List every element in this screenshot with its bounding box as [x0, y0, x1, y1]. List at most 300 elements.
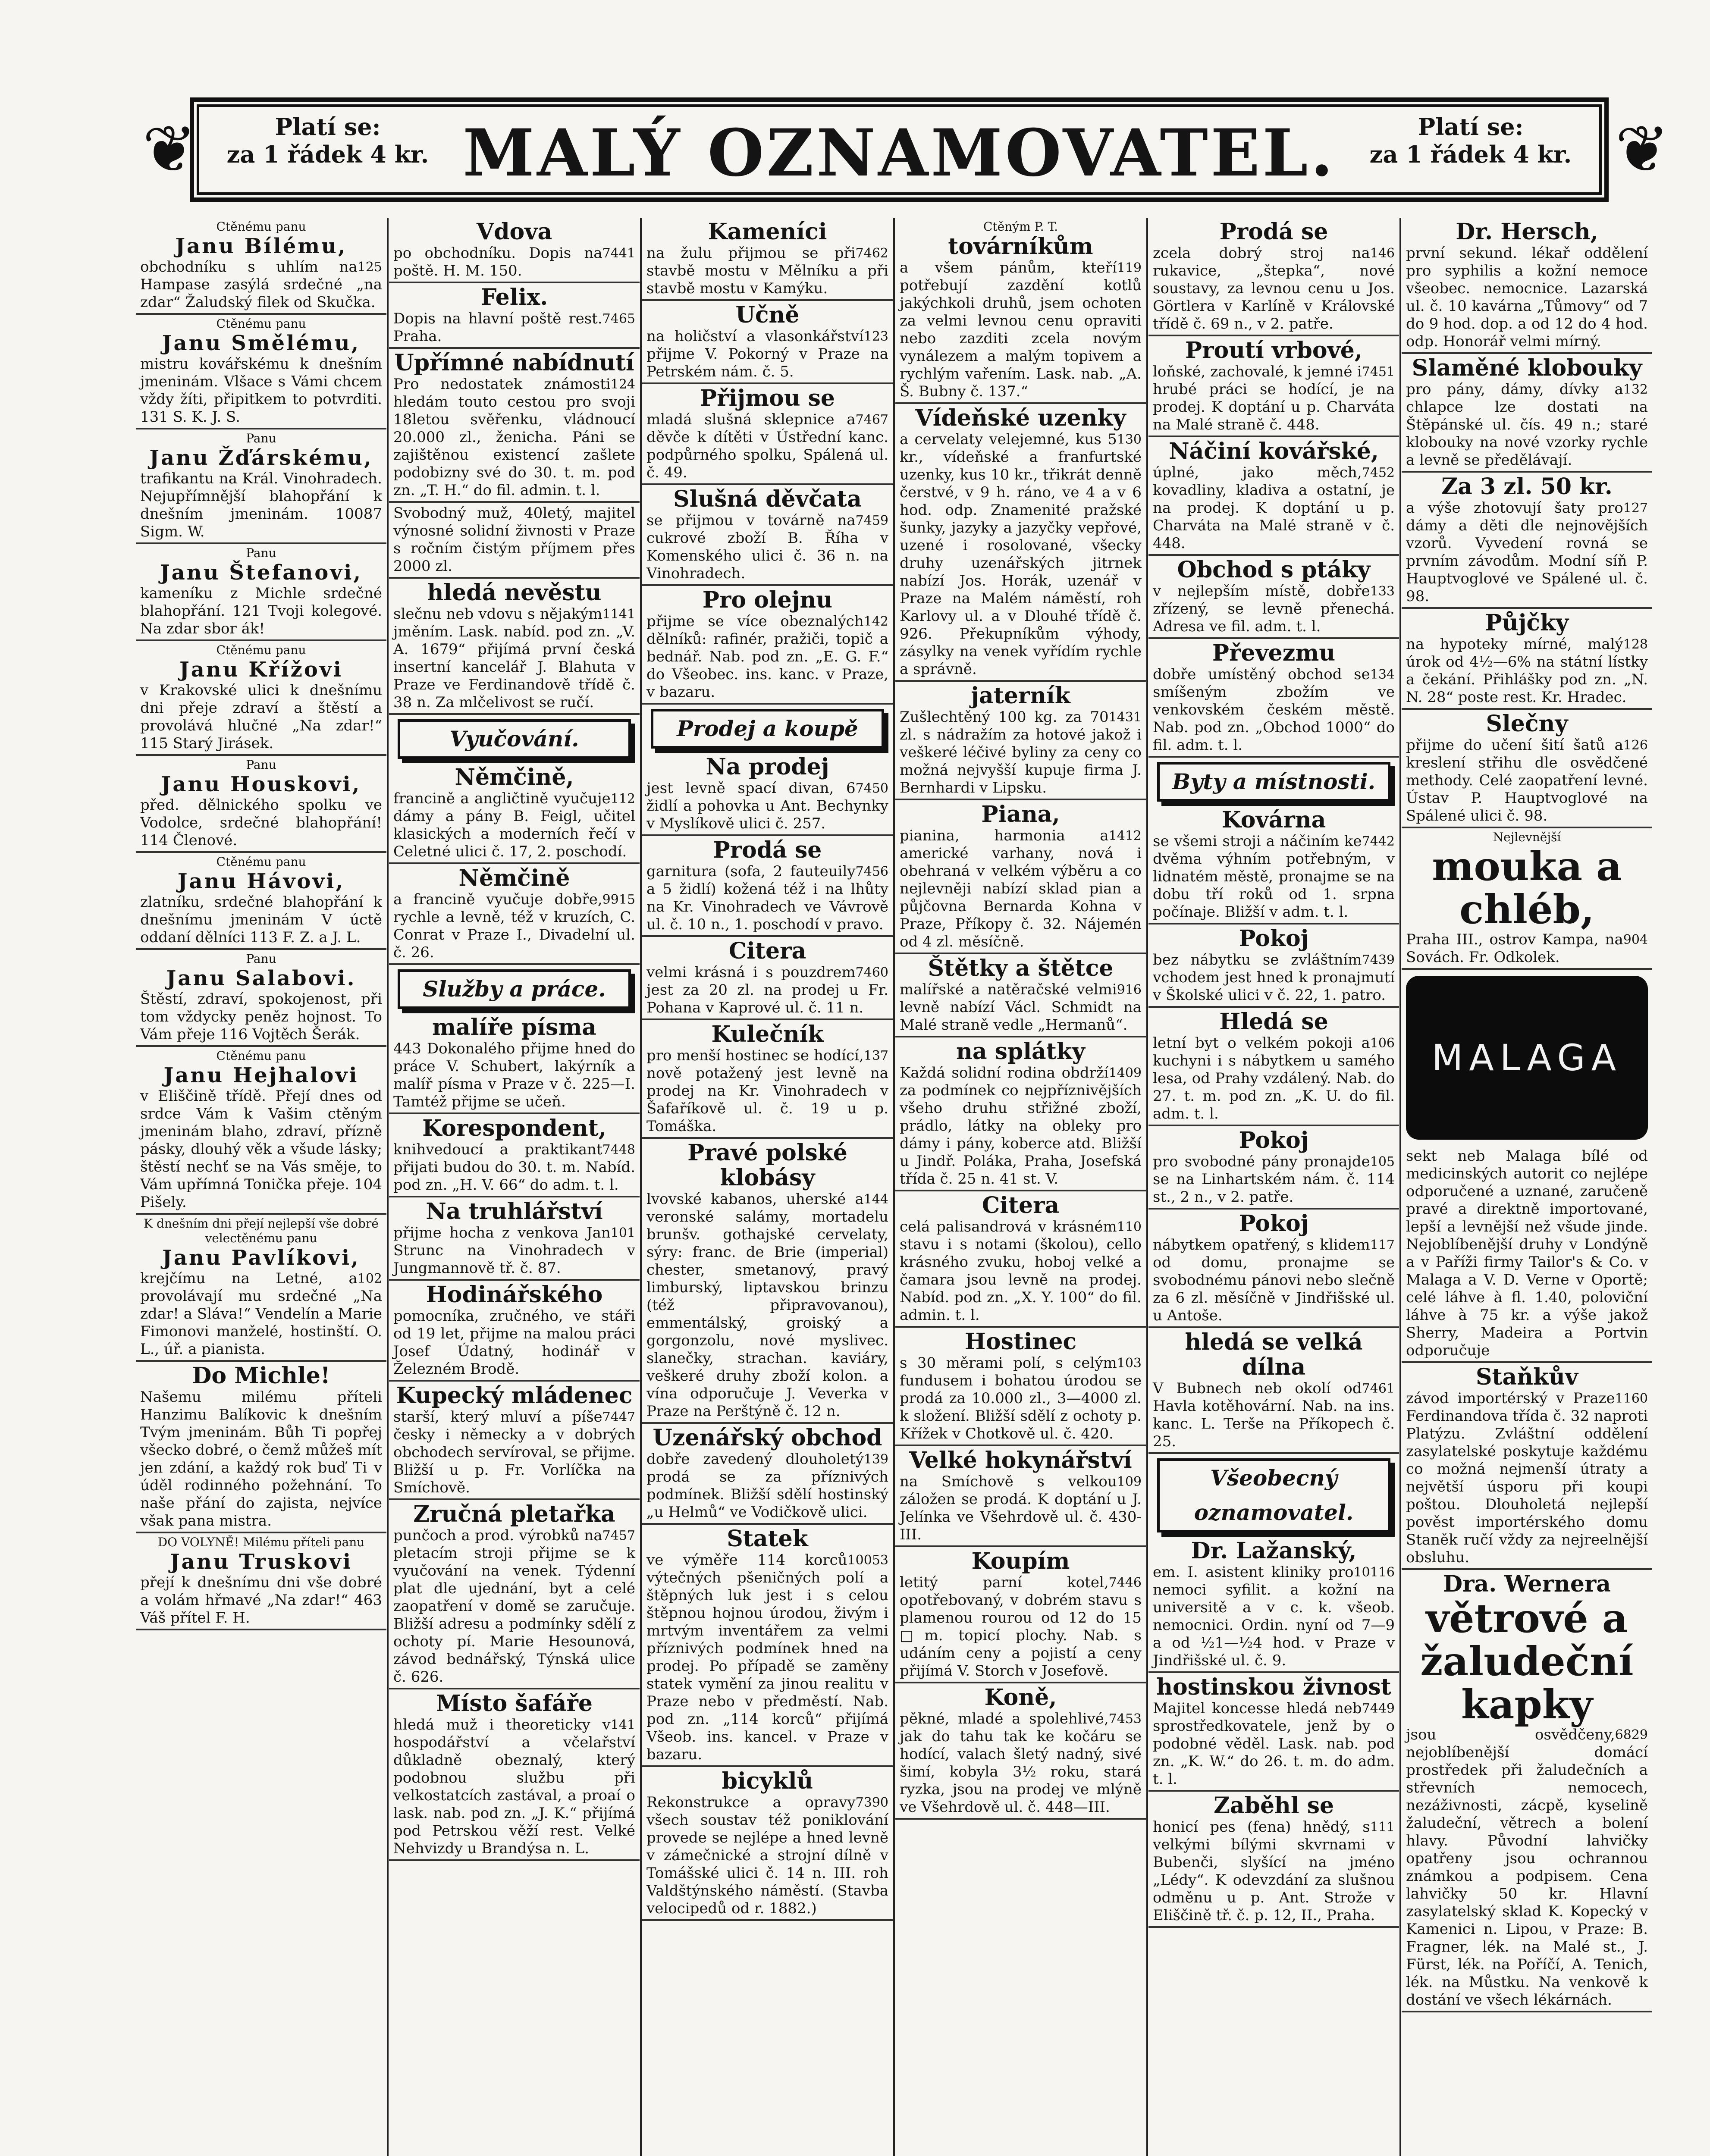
- ad-text: francině a angličtině vyučuje dámy a pány B. Feigl, učitel klasických a moderních řečí v Celetné ulici č. 17, 2. poschodí.: [393, 790, 635, 860]
- ad-item: [895, 404, 1146, 682]
- ad-number: 105: [1370, 1154, 1395, 1169]
- ad-text: a cervelaty velejemné, kus 5 kr., vídeňské a franfurtské uzenky, kus 10 kr., třikrát denně čerstvé, v 9 h. ráno, ve 4 a v 6 hod. odp. Znamenité pražské šunky, jazyky a jazyčky vepřové, uzené i rosolované, všecky druhy uzenářských jitrnek nabízí Jos. Horák, uzenář v Praze na Malém náměstí, roh Karlovy ul. a v Dlouhé třídě č. 926. Překupníkům výhody, zásylky na venek vyřídím rychle a správně.: [900, 431, 1142, 678]
- ad-heading: Pro olejnu: [702, 587, 833, 613]
- ad-number: 137: [863, 1048, 888, 1063]
- column-rule: [1399, 218, 1401, 2156]
- ad-heading: Vdova: [476, 219, 552, 245]
- ad-text: před. dělnického spolku ve Vodolce, srdečné blahopřání! 114 Členové.: [140, 796, 382, 849]
- ad-number: 7447: [602, 1410, 635, 1425]
- ad-text: Rekonstrukce a opravy všech soustav též poniklování provede se nejlépe a hned levně v zámečnické a strojní dílně v Tomášské ulici č. 14 n. III. roh Valdštýnského náměstí. (Stavba velocipedů od r. 1882.): [646, 1794, 888, 1917]
- ad-number: 103: [1117, 1356, 1142, 1371]
- ad-number: 7450: [855, 781, 888, 796]
- ad-text: trafikantu na Král. Vinohradech. Nejupřímnější blahopřání k dnešním jmeninám. 10087 Sigm. W.: [140, 470, 382, 540]
- ad-item: [389, 503, 640, 579]
- ad-heading: Na prodej: [706, 754, 829, 780]
- ad-number: 904: [1623, 932, 1648, 947]
- ad-name: Janu Pavlíkovi,: [162, 1246, 360, 1270]
- ad-text: 443 Dokonalého přijme hned do práce V. Schubert, lakýrník a malíř písma v Praze v č. 225—I. Tamtéž přijme se učeň.: [393, 1040, 635, 1110]
- ad-heading: Štětky a štětce: [928, 955, 1114, 981]
- ad-item: [642, 384, 893, 485]
- ad-number: 7453: [1108, 1711, 1142, 1727]
- price-left-line2: za 1 řádek 4 kr.: [226, 141, 429, 168]
- ad-addressee: Ctěnému panu: [216, 1049, 306, 1063]
- ad-item: [1148, 336, 1399, 437]
- ad-addressee: Panu: [246, 758, 276, 772]
- ad-heading: Pravé polské klobásy: [687, 1140, 847, 1191]
- ad-number: 7446: [1108, 1575, 1142, 1590]
- ad-heading: na splátky: [956, 1038, 1085, 1065]
- ad-name: Janu Štefanovi,: [160, 561, 363, 585]
- ad-name: Janu Truskovi: [169, 1550, 353, 1574]
- ad-heading: Hledá se: [1219, 1009, 1328, 1035]
- ad-item: [895, 1191, 1146, 1328]
- ad-item: [1402, 710, 1652, 828]
- ad-item: [895, 218, 1146, 404]
- ad-name: Janu Smělému,: [162, 331, 361, 355]
- ad-number: 130: [1117, 432, 1142, 447]
- price-right-line2: za 1 řádek 4 kr.: [1369, 141, 1572, 168]
- ad-heading: Náčiní kovářské,: [1169, 438, 1379, 464]
- ad-text: pro menší hostinec se hodící, nově potažený jest levně na prodej na Kr. Vinohradech v Šafaříkově ul. č. 19 u p. Tomáška.: [646, 1047, 888, 1135]
- ad-number: 125: [357, 260, 382, 275]
- ad-text: dobře zavedený dlouholetý prodá se za příznivých podmínek. Bližší sdělí hostinský „u Helmů“ ve Vodičkově ulici.: [646, 1451, 888, 1521]
- column-rule: [893, 218, 895, 2156]
- ad-text: na holičství a vlasonkářství přijme V. Pokorný v Praze na Petrském nám. č. 5.: [646, 328, 888, 380]
- ad-number: 146: [1370, 246, 1395, 261]
- ad-item: [1148, 1792, 1399, 1928]
- ad-item: [642, 301, 893, 384]
- ad-heading: Proutí vrbové,: [1185, 337, 1362, 364]
- ad-number: 142: [863, 614, 888, 629]
- ad-addressee: DO VOLYNĚ! Milému příteli panu: [157, 1535, 365, 1549]
- ad-item: [1148, 1537, 1399, 1673]
- ad-text: garnitura (sofa, 2 fauteuily a 5 židlí) kožená též i na lhůty na Kr. Vinohradech ve Vávrově ul. č. 10 n., 1. poschodí v pravo.: [646, 863, 888, 933]
- ad-number: 123: [863, 329, 888, 344]
- ad-heading: Pokoj: [1239, 1210, 1309, 1237]
- ad-text: krejčímu na Letné, a provolávají mu srdečné „Na zdar! a Sláva!“ Vendelín a Marie Fimonovi manželé, hostinští. O. L., úř. a pianista.: [140, 1270, 382, 1358]
- ad-heading: jaterník: [971, 683, 1070, 709]
- ad-text: mistru kovářskému k dnešním jmeninám. Vlšace s Vámi chcem vždy žíti, připitkem to potvrditi. 131 S. K. J. S.: [140, 355, 382, 426]
- ad-addressee: Ctěným P. T.: [983, 219, 1058, 234]
- ad-text: Každá solidní rodina obdrží za podmínek co nejpříznivějších všeho druhu střižné zboží, prádlo, látky na obleky pro dámy i pány, koberce atd. Bližší u Jindř. Poláka, Praha, Josefská třída č. 25 n. 41 st. V.: [900, 1064, 1142, 1188]
- ad-text: hledá muž i theoreticky v hospodářství a včelařství důkladně obeznalý, který podobnou službu při velkostatcích zastával, a proaí o lask. nab. pod zn. „J. K.“ přijímá pod Petrskou věží rest. Velké Nehvizdy u Brandýsa n. L.: [393, 1716, 635, 1857]
- ad-item: [642, 1020, 893, 1139]
- ad-number: 6829: [1615, 1727, 1648, 1742]
- column-4: [895, 218, 1146, 2156]
- ad-item: [1148, 218, 1399, 336]
- ad-text: letní byt o velkém pokoji a kuchyni i s nábytkem u samého lesa, od Prahy vzdálený. Nab. do 27. t. m. pod zn. „K. U. do fil. adm. t. l.: [1153, 1034, 1395, 1122]
- ad-text: Našemu milému příteli Hanzimu Balíkovic k dnešním Tvým jmeninám. Bůh Ti popřej všecko dobré, o čemž můžeš mít jen zdání, a každý rok buď Ti v úděl rodinného požehnání. To naše přání do zajista, nejvíce však pana mistra.: [140, 1388, 382, 1529]
- ad-item: [642, 836, 893, 937]
- malaga-emblem: MALAGA: [1406, 976, 1648, 1140]
- ad-text: Svobodný muž, 40letý, majitel výnosné solidní živnosti v Praze s ročním čistým příjmem přes 2000 zl.: [393, 505, 635, 575]
- ad-heading: Staňkův: [1475, 1364, 1578, 1390]
- ad-heading: malíře písma: [432, 1014, 596, 1040]
- ad-item: [895, 1037, 1146, 1191]
- ad-number: 10116: [1353, 1565, 1395, 1580]
- ad-number: 102: [357, 1271, 382, 1286]
- ad-text: knihvedoucí a praktikant přijati budou do 30. t. m. Nabíd. pod zn. „H. V. 66“ do adm. t. l.: [393, 1141, 635, 1194]
- ad-item: [895, 1683, 1146, 1820]
- ad-number: 7456: [855, 864, 888, 879]
- ad-heading: hostinskou živnost: [1156, 1674, 1391, 1700]
- section-heading: Služby a práce.: [398, 969, 631, 1009]
- ad-text: ve výměře 114 korců výtečných pšeničných polí a štěpných luk jest i s celou štěpnou hojnou úrodou, živým i mrtvým inventářem za velmi příznivých podmínek hned na prodej. Po případě se zaměny statek vymění za jinou realitu v Praze nebo v předměstí. Nab. pod zn. „114 korců“ přijímá Všeob. ins. kancel. v Praze v bazaru.: [646, 1551, 888, 1763]
- ad-number: 119: [1117, 260, 1142, 276]
- ad-heading: Citera: [982, 1192, 1060, 1219]
- ad-heading: hledá se velká dílna: [1185, 1329, 1363, 1380]
- ad-item: [1402, 473, 1652, 609]
- ad-display-heading: mouka a chléb,: [1432, 843, 1622, 933]
- ad-heading: Prodá se: [713, 837, 822, 863]
- ad-item: [389, 763, 640, 864]
- ad-heading: Přijmou se: [700, 385, 835, 411]
- ad-heading: Upřímné nabídnutí: [394, 350, 634, 376]
- ad-number: 916: [1117, 982, 1142, 997]
- ad-addressee: Panu: [246, 546, 276, 560]
- ad-number: 1431: [1108, 710, 1142, 725]
- ad-item: [1148, 556, 1399, 639]
- ad-number: 109: [1117, 1474, 1142, 1489]
- column-3: [642, 218, 893, 2156]
- ad-number: 128: [1623, 637, 1648, 652]
- ad-item: [136, 950, 386, 1047]
- ornament-left-icon: ❦: [142, 112, 197, 187]
- ad-item: [389, 1013, 640, 1114]
- ad-heading: Pokoj: [1239, 925, 1309, 952]
- ad-item: [136, 853, 386, 950]
- ad-heading: Za 3 zl. 50 kr.: [1441, 473, 1613, 500]
- ad-item: [136, 1533, 386, 1630]
- ad-item: [136, 315, 386, 429]
- ad-item: [1148, 1210, 1399, 1328]
- ad-number: 144: [863, 1192, 888, 1207]
- ad-name: Janu Bílému,: [175, 234, 347, 258]
- ad-heading: Velké hokynářství: [909, 1447, 1132, 1473]
- ad-text: malířské a natěračské velmi levně nabízí Václ. Schmidt na Malé straně vedle „Hermanů“.: [900, 981, 1142, 1034]
- ad-text: první sekund. lékař oddělení pro syphilis a kožní nemoce všeobec. nemocnice. Lazarská ul. č. 10 kavárna „Tůmovy“ od 7 do 9 hod. dop. a od 12 do 4 hod. odp. Honorář velmi mírný.: [1406, 244, 1648, 350]
- ad-item: [389, 1197, 640, 1281]
- ad-text: úplné, jako měch, kovadliny, kladiva a ostatní, je na prodej. K doptání u p. Charváta na Malé straně v č. 448.: [1153, 464, 1395, 552]
- ad-text: na žulu přijmou se při stavbě mostu v Mělníku a při stavbě mostu v Kamýku.: [646, 244, 888, 297]
- ad-item: [1402, 1570, 1652, 2012]
- ad-item: [642, 485, 893, 586]
- ad-text: bez nábytku se zvláštním vchodem jest hned k pronajmutí v Školské ulici v č. 22, 1. patro.: [1153, 951, 1395, 1004]
- ad-heading: Uzenářský obchod: [653, 1425, 882, 1451]
- ad-item: [1402, 1363, 1652, 1570]
- ad-heading: Kameníci: [708, 219, 827, 245]
- ad-number: 7442: [1362, 834, 1395, 849]
- ad-heading: Na truhlářství: [426, 1198, 603, 1225]
- ad-item: [136, 641, 386, 756]
- ad-addressee: Nejlevnější: [1493, 830, 1561, 844]
- ad-text: pomocníka, zručného, ve stáři od 19 let, přijme na malou práci Josef Údatný, hodinář v Železném Brodě.: [393, 1307, 635, 1378]
- ad-heading: továrníkům: [948, 233, 1093, 260]
- ad-heading: Němčině,: [455, 764, 574, 790]
- ad-item: [136, 1215, 386, 1362]
- section-heading: Byty a místnosti.: [1157, 762, 1390, 802]
- ad-text: na Smíchově s velkou záložen se prodá. K doptání u J. Jelínka ve Všehrdově ul. č. 430-III.: [900, 1473, 1142, 1543]
- price-left: [207, 113, 449, 168]
- ad-number: 7462: [855, 246, 888, 261]
- ad-text: pro svobodné pány pronajde se na Linhartském nám. č. 114 st., 2 n., v 2. patře.: [1153, 1153, 1395, 1206]
- ad-heading: Dr. Lažanský,: [1191, 1538, 1357, 1564]
- ad-heading: Zručná pletařka: [413, 1501, 615, 1527]
- ad-item: [1402, 1146, 1652, 1363]
- ad-name: Janu Salabovi.: [166, 966, 356, 990]
- ad-heading: Kovárna: [1221, 807, 1326, 833]
- ornament-right-icon: ❦: [1615, 112, 1669, 187]
- ad-text: nábytkem opatřený, s klidem od domu, pronajme se svobodnému pánovi nebo slečně za 6 zl. měsíčně v Jindřišské ul. u Antoše.: [1153, 1236, 1395, 1324]
- ad-text: Štěstí, zdraví, spokojenost, při tom vždycky peněz hojnost. To Vám přeje 116 Vojtěch Šerák.: [140, 990, 382, 1043]
- ad-text: přejí k dnešnímu dni vše dobré a volám hřmavé „Na zdar!“ 463 Váš přítel F. H.: [140, 1574, 382, 1626]
- ad-number: 1412: [1108, 828, 1142, 843]
- ad-heading: Slečny: [1486, 711, 1568, 737]
- ad-text: starší, který mluví a píše česky i německy a v dobrých obchodech servíroval, se přijme. Bližší u p. Fr. Vorlíčka na Smíchově.: [393, 1408, 635, 1496]
- ad-heading: Zaběhl se: [1213, 1792, 1334, 1819]
- ad-number: 139: [863, 1452, 888, 1467]
- ad-number: 7465: [602, 311, 635, 326]
- ad-number: 7390: [855, 1795, 888, 1810]
- ad-item: [389, 579, 640, 715]
- ad-text: slečnu neb vdovu s nějakým jměním. Lask. nabíd. pod zn. „V. A. 1679“ přijímá první česká insertní kancelář J. Blahuta v Praze ve Ferdinandově třídě č. 38 n. Za mlčelivost se ručí.: [393, 605, 635, 711]
- ad-number: 9915: [602, 892, 635, 907]
- ad-number: 7459: [855, 513, 888, 528]
- ad-text: obchodníku s uhlím na Hampase zasýlá srdečné „na zdar“ Žaludský filek od Skučka.: [140, 258, 382, 311]
- ad-text: punčoch a prod. výrobků na pletacím stroji přijme se k vyučování na venek. Týdenní plat dle ujednání, byt a celé zaopatření v domě se zaručuje. Bližší adresu a podmínky sdělí z ochoty pí. Marie Hesounová, závod bednářský, Týnská ulice č. 626.: [393, 1527, 635, 1686]
- ad-number: 127: [1623, 501, 1648, 516]
- ad-text: dobře umístěný obchod se smíšeným zbožím ve venkovském českém městě. Nab. pod zn. „Obchod 1000“ do fil. adm. t. l.: [1153, 666, 1395, 754]
- column-2: [389, 218, 640, 2156]
- section-heading: Všeobecný oznamovatel.: [1157, 1458, 1390, 1532]
- ad-number: 7441: [602, 246, 635, 261]
- ad-heading: Piana,: [981, 801, 1060, 827]
- ad-item: [1148, 1673, 1399, 1792]
- ad-item: [1148, 437, 1399, 556]
- ad-text: honicí pes (fena) hnědý, s velkými bílými skvrnami v Bubenči, slyšící na jméno „Lédy“. K odevzdání za slušnou odměnu u p. Ant. Strože v Eliščině tř. č. p. 12, II., Praha.: [1153, 1818, 1395, 1924]
- ad-heading: Půjčky: [1485, 610, 1569, 636]
- ad-text: jest levně spací divan, 6 židlí a pohovka u Ant. Bechynky v Myslíkově ulici č. 257.: [646, 780, 888, 832]
- ad-heading: Dr. Hersch,: [1456, 219, 1598, 245]
- ad-heading: Do Michle!: [192, 1363, 330, 1389]
- ad-item: [389, 218, 640, 283]
- ad-item: [642, 1525, 893, 1767]
- ad-heading: Dra. Wernera: [1443, 1571, 1611, 1597]
- ad-number: 132: [1623, 382, 1648, 397]
- ad-item: [1148, 1328, 1399, 1454]
- ad-text: loňské, zachovalé, k jemné i hrubé práci se hodící, je na prodej. K doptání u p. Charváta na Malé straně č. 448.: [1153, 363, 1395, 433]
- ad-text: V Bubnech neb okolí od Havla kotěhovární. Nab. na ins. kanc. L. Terše na Příkopech č. 25.: [1153, 1380, 1395, 1450]
- ad-number: 7452: [1362, 465, 1395, 480]
- ad-number: 10053: [847, 1553, 888, 1568]
- ad-number: 111: [1370, 1820, 1395, 1835]
- ad-text: celá palisandrová v krásném stavu i s notami (školou), cello krásného zvuku, hoboj velké a čamara jsou levně na prodej. Nabíd. pod zn. „X. Y. 100“ do fil. admin. t. l.: [900, 1218, 1142, 1324]
- ad-number: 1409: [1108, 1065, 1142, 1081]
- ad-text: v nejlepším místě, dobře zřízený, se levně přenechá. Adresa ve fil. adm. t. l.: [1153, 583, 1395, 635]
- ad-number: 126: [1623, 738, 1648, 753]
- ad-number: 1160: [1615, 1391, 1648, 1406]
- ad-text: em. I. asistent kliniky pro nemoci syfilit. a kožní na universitě a v c. k. všeob. nemocnici. Ordin. nyní od 7—9 a od ½1—½4 hod. v Praze v Jindřišské ul. č. 9.: [1153, 1564, 1395, 1669]
- ad-name: Janu Houskovi,: [161, 772, 361, 796]
- price-right: [1350, 113, 1591, 168]
- ad-name: Janu Křížovi: [179, 658, 343, 682]
- ad-name: Janu Hávovi,: [177, 869, 345, 893]
- ad-text: pěkné, mladé a spolehlivé, jak do tahu tak ke kočáru se hodící, valach šletý nadný, sivé šimí, kobyla 3½ roku, stará ryzka, jsou na prodej ve mlýně ve Všehrdově ul. č. 448—III.: [900, 1710, 1142, 1816]
- ad-text: a výše zhotovují šaty pro dámy a děti dle nejnovějších vzorů. Vyvedení rovná se prvním závodům. Modní síň P. Hauptvoglové ve Spálené ul. č. 98.: [1406, 499, 1648, 605]
- ad-text: lvovské kabanos, uherské a veronské salámy, mortadelu brunšv. gothajské cervelaty, sýry: franc. de Brie (imperial) chester, smetanový, pravý limburský, liptavskou brinzu (též připravovanou), emmentálský, groiský a gorgonzolu, nové myslivec. slanečky, strachan. kaviáry, veškeré druhy zboží kolon. a vína odporučuje J. Veverka v Praze na Perštýně č. 12 n.: [646, 1191, 888, 1420]
- ad-text: sekt neb Malaga bílé od medicinských autorit co nejlépe odporučené a uznané, zaručeně pravé a direktně importované, lepší a levnější než všude jinde. Nejoblíbenější druhy v Londýně a v Paříži firmy Tailor's & Co. v Malaga a V. D. Verne v Oportě; celé láhve à fl. 1.40, poloviční láhve à 75 kr. a výše jakož Sherry, Madeira a Portvin odporučuje: [1406, 1147, 1648, 1359]
- ad-text: mladá slušná sklepnice a děvče k dítěti v Ústřední kanc. podpůrného spolku, Spálená ul. č. 49.: [646, 411, 888, 481]
- ad-heading: Pokoj: [1239, 1127, 1309, 1153]
- ad-item: [136, 544, 386, 641]
- ad-item: [389, 1281, 640, 1382]
- ad-item: [642, 1139, 893, 1424]
- column-6: [1402, 218, 1652, 2156]
- ad-text: letitý parní kotel, opotřebovaný, v dobrém stavu s plamenou rourou od 12 do 15 □m. topicí plochy. Nab. s udáním ceny a pojistí a ceny přijímá V. Storch v Josefově.: [900, 1574, 1142, 1680]
- ad-text: na hypoteky mírné, malý úrok od 4½—6% na státní lístky a čekání. Přihlášky pod zn. „N. N. 28“ poste rest. Kr. Hradec.: [1406, 636, 1648, 706]
- ad-number: 7451: [1362, 364, 1395, 379]
- ad-number: 110: [1117, 1219, 1142, 1235]
- ad-columns: [136, 218, 1654, 2156]
- ad-item: [389, 1382, 640, 1500]
- ad-addressee: Ctěnému panu: [216, 855, 306, 869]
- ad-number: 7460: [855, 965, 888, 980]
- ad-item: [895, 682, 1146, 800]
- ad-number: 1141: [602, 607, 635, 622]
- ad-addressee: Ctěnému panu: [216, 219, 306, 234]
- ad-item: [389, 1689, 640, 1861]
- ad-item: [895, 1328, 1146, 1446]
- ad-number: 7457: [602, 1528, 635, 1543]
- section-heading: Prodej a koupě: [651, 709, 884, 749]
- ad-number: 141: [610, 1717, 635, 1733]
- ad-text: a francině vyučuje dobře, rychle a levně, též v kruzích, C. Conrat v Praze I., Divadelní ul. č. 26.: [393, 891, 635, 961]
- ad-heading: Němčině: [458, 865, 570, 891]
- ad-item: [136, 218, 386, 315]
- ad-display-heading: větrové a žaludeční kapky: [1420, 1595, 1634, 1728]
- ad-item: [1148, 806, 1399, 924]
- ad-text: přijme do učení šití šatů a kreslení střihu dle osvědčené methody. Celé zaopatření levné. Ústav P. Hauptvoglové na Spálené ulici č. 98.: [1406, 736, 1648, 824]
- ad-name: Janu Žďárskému,: [149, 446, 373, 470]
- ad-heading: Převezmu: [1212, 640, 1336, 666]
- ad-text: přijme hocha z venkova Jan Strunc na Vinohradech v Jungmannově tř. č. 87.: [393, 1224, 635, 1277]
- ad-text: jsou osvědčeny, nejoblíbenější domácí prostředek při žaludečních a střevních nemocech, nezáživnosti, zácpě, kyselině žaludeční, větrech a bolení hlavy. Původní lahvičky opatřeny jsou ochrannou známkou a podpisem. Cena lahvičky 50 kr. Hlavní zasylatelský sklad K. Kopecký v Kamenici n. Lipou, v Praze: B. Fragner, lék. na Malé st., J. Fürst, lék. na Poříčí, A. Tenich, lék. na Můstku. Na venkově k dostání ve všech lékárnách.: [1406, 1726, 1648, 2009]
- ad-text: a všem pánům, kteří potřebují zazdění kotlů jakýchkoli druhů, jsem ochoten za velmi levnou cenu opraviti nebo zazditi zcela novým vynálezem a malým topivem a rychlým vařením. Lask. nab. „A. Š. Bubny č. 137.“: [900, 259, 1142, 400]
- ad-item: [895, 800, 1146, 954]
- ad-heading: Vídeňské uzenky: [915, 405, 1126, 431]
- ad-item: [389, 349, 640, 503]
- ad-item: [1402, 218, 1652, 354]
- ad-heading: Obchod s ptáky: [1177, 557, 1371, 583]
- ad-heading: Kupecký mládenec: [396, 1382, 633, 1409]
- ad-text: velmi krásná i s pouzdrem jest za 20 zl. na prodej u Fr. Pohana v Kaprové ul. č. 11 n.: [646, 964, 888, 1016]
- ad-item: [389, 283, 640, 349]
- ad-heading: Citera: [728, 938, 806, 964]
- ad-heading: Slaměné klobouky: [1412, 355, 1642, 381]
- ad-text: se všemi stroji a náčiním ke dvěma výhním potřebným, v lidnatém městě, pronajme se na dobu tří roků od 1. srpna počínaje. Bližší v adm. t. l.: [1153, 833, 1395, 921]
- ad-text: Zušlechtěný 100 kg. za 70 zl. s nádražím za hotové jakož i veškeré léčivé byliny za ceny co možná nejvyšší kupuje firma J. Bernhardi v Lipsku.: [900, 708, 1142, 796]
- ad-number: 106: [1370, 1036, 1395, 1051]
- ad-number: 112: [610, 791, 635, 806]
- ad-text: zlatníku, srdečné blahopřání k dnešnímu jmeninám V úctě oddaní dělníci 113 F. Z. a J. L.: [140, 893, 382, 946]
- ad-heading: Slušná děvčata: [673, 486, 862, 512]
- ad-heading: bicyklů: [722, 1768, 813, 1794]
- ad-text: Majitel koncesse hledá neb sprostředkovatele, jenž by o podobné věděl. Lask. nab. pod zn. „K. W.“ do 26. t. m. do adm. t. l.: [1153, 1700, 1395, 1788]
- ad-heading: Statek: [727, 1526, 808, 1552]
- masthead: [142, 91, 1669, 208]
- ad-number: 117: [1370, 1238, 1395, 1253]
- ad-text: kameníku z Michle srdečné blahopřání. 121 Tvoji kolegové. Na zdar sbor ák!: [140, 585, 382, 637]
- ad-number: 7448: [602, 1142, 635, 1157]
- ad-number: 133: [1370, 584, 1395, 599]
- ad-addressee: Ctěnému panu: [216, 643, 306, 657]
- ad-number: 7449: [1362, 1701, 1395, 1716]
- ad-item: [136, 756, 386, 853]
- ad-number: 101: [610, 1225, 635, 1241]
- ad-text: v Eliščině třídě. Přejí dnes od srdce Vám k Vašim ctěným jmeninám blaho, zdraví, přízně pásky, dlouhý věk a všude lásky; štěstí nechť se na Vás směje, to Vám upřímná Tonička přeje. 104 Pišely.: [140, 1087, 382, 1211]
- ad-number: 124: [610, 377, 635, 392]
- ad-text: Praha III., ostrov Kampa, na Sovách. Fr. Odkolek.: [1406, 931, 1623, 966]
- ad-item: [1148, 1126, 1399, 1210]
- ad-heading: Místo šafáře: [436, 1690, 593, 1717]
- ad-item: [1148, 924, 1399, 1008]
- ad-number: 7467: [855, 412, 888, 427]
- ad-heading: Hodinářského: [426, 1282, 603, 1308]
- ad-number: 7439: [1362, 953, 1395, 968]
- ad-heading: Koně,: [984, 1684, 1057, 1711]
- ad-text: s 30 měrami polí, s celým fundusem i bohatou úrodou se prodá za 10.000 zl., 3—4000 zl. k složení. Bližší sdělí z ochoty p. Křížek v Chotkově ul. č. 420.: [900, 1354, 1142, 1442]
- ad-item: [642, 937, 893, 1020]
- ad-heading: hledá nevěstu: [427, 580, 602, 606]
- ad-item: [895, 1547, 1146, 1683]
- ad-heading: Hostinec: [964, 1329, 1077, 1355]
- ad-number: 7461: [1362, 1381, 1395, 1396]
- ad-item: [1402, 609, 1652, 710]
- ad-item: [642, 586, 893, 705]
- ad-heading: Učně: [735, 302, 800, 328]
- ad-addressee: Ctěnému panu: [216, 317, 306, 331]
- ad-heading: Prodá se: [1219, 219, 1328, 245]
- ad-text: po obchodníku. Dopis na poště. H. M. 150.: [393, 244, 602, 279]
- ad-text: přijme se více obeznalých dělníků: rafinér, pražiči, topič a bednář. Nab. pod zn. „E. G. F.“ do Všeobec. ins. kanc. v Praze, v bazaru.: [646, 613, 888, 701]
- ad-item: [136, 1047, 386, 1215]
- ad-item: [1148, 639, 1399, 758]
- price-left-line1: Platí se:: [275, 113, 381, 141]
- ad-text: pianina, harmonia a americké varhany, nová i obehraná v velkém výběru a co nejlevněji nabízí sklad pian a půjčovna Bernarda Kohna v Praze, Příkopy č. 32. Nájemén od 4 zl. měsíčně.: [900, 827, 1142, 950]
- ad-item: [895, 1446, 1146, 1547]
- ad-text: v Krakovské ulici k dnešnímu dni přeje zdraví a štěstí a provolává hlučné „Na zdar!“ 115 Starý Jirásek.: [140, 682, 382, 752]
- column-5: [1148, 218, 1399, 2156]
- ad-item: [642, 1767, 893, 1921]
- ad-item: [642, 753, 893, 836]
- ad-item: [895, 954, 1146, 1037]
- column-rule: [1146, 218, 1148, 2156]
- ad-heading: Korespondent,: [422, 1115, 606, 1141]
- ad-text: Dopis na hlavní poště rest. Praha.: [393, 310, 602, 345]
- ad-item: [642, 1424, 893, 1525]
- page-title: MALÝ OZNAMOVATEL.: [463, 115, 1336, 191]
- ad-item: [389, 1114, 640, 1197]
- column-rule: [640, 218, 642, 2156]
- ad-item: [642, 218, 893, 301]
- ad-addressee: Panu: [246, 431, 276, 445]
- ad-number: 134: [1370, 667, 1395, 682]
- ad-item: [1402, 828, 1652, 970]
- ad-addressee: Panu: [246, 952, 276, 966]
- ad-text: se přijmou v továrně na cukrové zboží B. Říha v Komenského ulici č. 36 n. na Vinohradech.: [646, 512, 888, 582]
- ad-text: Pro nedostatek známosti hledám touto cestou pro svoji 18letou svěřenku, vládnoucí 20.000 zl., ženicha. Páni se zajištěnou existencí zašlete podobizny své do 30. t. m. pod zn. „T. H.“ do fil. admin. t. l.: [393, 376, 635, 499]
- section-heading: Vyučování.: [398, 719, 631, 759]
